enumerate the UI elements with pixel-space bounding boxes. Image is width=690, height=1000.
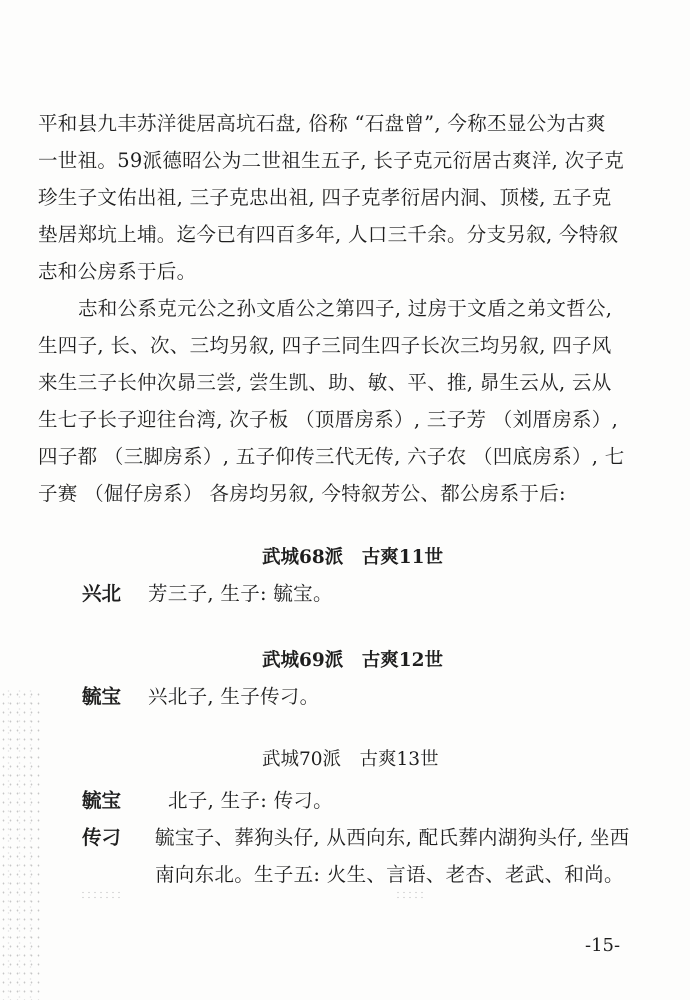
body-line: 四子都 （三脚房系）, 五子仰传三代无传, 六子农 （凹底房系）, 七 (38, 445, 625, 468)
entry-text: 兴北子, 生子传刁。 (148, 685, 320, 708)
section-heading: 武城69派 古爽12世 (262, 650, 443, 671)
body-line: 志和公房系于后。 (38, 260, 197, 283)
entry-text: 南向东北。生子五: 火生、言语、老杏、老武、和尚。 (155, 863, 624, 886)
body-line: 子赛 （倔仔房系） 各房均另叙, 今特叙芳公、都公房系于后: (38, 482, 566, 505)
section-heading: 武城70派 古爽13世 (262, 749, 439, 770)
body-line: 来生三子长仲次昴三尝, 尝生凯、助、敏、平、推, 昴生云从, 云从 (38, 371, 612, 394)
entry-name: 毓宝 (82, 789, 122, 812)
section-heading: 武城68派 古爽11世 (262, 547, 443, 568)
page-number: -15- (585, 935, 621, 956)
body-line: 生四子, 长、次、三均另叙, 四子三同生四子长次三均另叙, 四子风 (38, 334, 612, 357)
entry-name: 兴北 (82, 582, 122, 605)
entry-text: 芳三子, 生子: 毓宝。 (148, 582, 333, 605)
entry-name: 毓宝 (82, 685, 122, 708)
entry-text: 毓宝子、葬狗头仔, 从西向东, 配氏葬内湖狗头仔, 坐西 (155, 826, 630, 849)
entry-name: 传刁 (82, 826, 122, 849)
entry-text: 北子, 生子: 传刁。 (168, 789, 333, 812)
body-line: 平和县九丰苏洋徙居高坑石盘, 俗称 “石盘曾”, 今称丕显公为古爽 (38, 112, 606, 135)
scan-noise (0, 690, 40, 1000)
body-line: 垫居郑坑上埔。迄今已有四百多年, 人口三千余。分支另叙, 今特叙 (38, 223, 619, 246)
body-line: 志和公系克元公之孙文盾公之第四子, 过房于文盾之弟文哲公, (78, 297, 613, 320)
body-line: 一世祖。59派德昭公为二世祖生五子, 长子克元衍居古爽洋, 次子克 (38, 149, 625, 172)
scan-noise (395, 890, 425, 900)
body-line: 珍生子文佑出祖, 三子克忠出祖, 四子克孝衍居内洞、顶楼, 五子克 (38, 186, 612, 209)
body-line: 生七子长子迎往台湾, 次子板 （顶厝房系）, 三子芳 （刘厝房系）, (38, 408, 619, 431)
scan-noise (80, 890, 120, 900)
